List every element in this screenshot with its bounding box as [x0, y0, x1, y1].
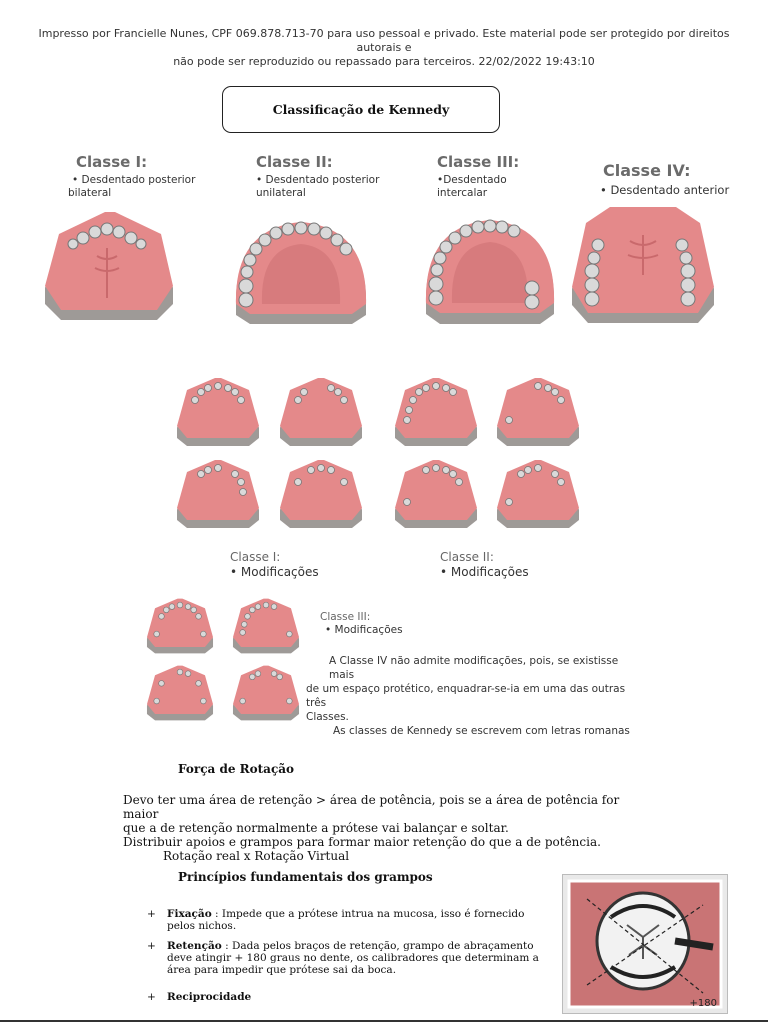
class1-header — [76, 153, 147, 171]
class2-mod-cast-1 — [393, 376, 479, 448]
class1-mod-cast-2 — [278, 376, 364, 448]
rotation-body — [123, 793, 643, 863]
class2-mod-cast-4 — [495, 458, 581, 530]
class3-mod-label — [320, 611, 403, 636]
title-box — [222, 86, 500, 133]
note-line1: A Classe IV não admite modificações, pois, se existisse mais — [329, 655, 619, 681]
class4-header — [603, 161, 691, 180]
class4-name: Classe IV: — [603, 161, 691, 180]
principle-fixacao — [147, 908, 547, 932]
principle-term: Fixação — [167, 908, 212, 920]
class3-header — [437, 153, 519, 171]
principles-heading: Princípios fundamentais dos grampos — [178, 870, 433, 884]
note-line2: de um espaço protético, enquadrar-se-ia em uma das outras três — [306, 683, 626, 709]
class3-mod-cast-4 — [231, 664, 301, 722]
class1-desc2: bilateral — [68, 187, 112, 199]
class3-mod-name: Classe III: — [320, 611, 371, 623]
class4-desc1: • Desdentado anterior — [600, 183, 730, 197]
principle-retencao — [147, 940, 547, 976]
principle-text-cont: deve atingir + 180 graus no dente, os calibradores que determinam a — [167, 952, 539, 964]
watermark-line1: Impresso por Francielle Nunes, CPF 069.878.713-70 para uso pessoal e privado. Este material pode ser protegido por direitos autorais e — [38, 27, 730, 54]
rotation-line2: que a de retenção normalmente a prótese vai balançar e soltar. — [123, 821, 509, 835]
page-title: Classificação de Kennedy — [272, 102, 450, 117]
photo-label: +180 — [689, 998, 717, 1009]
watermark — [20, 27, 748, 69]
class2-desc1: • Desdentado posterior — [256, 174, 380, 186]
class1-mod-cast-1 — [175, 376, 261, 448]
rotation-line1: Devo ter uma área de retenção > área de potência, pois se a área de potência for maior — [123, 793, 620, 821]
rotation-line3: Distribuir apoios e grampos para formar maior retenção do que a de potência. — [123, 835, 601, 849]
class1-mod-desc: • Modificações — [230, 565, 319, 579]
class2-header — [256, 153, 333, 171]
class3-desc1: •Desdentado — [437, 174, 507, 186]
class3-mod-cast-3 — [145, 664, 215, 722]
bullet-plus: + — [147, 940, 156, 952]
note-line3: Classes. — [306, 711, 349, 723]
class2-mod-label — [440, 549, 529, 579]
bullet-plus: + — [147, 991, 156, 1003]
principle-text-cont2: área para impedir que prótese sai da boca. — [167, 964, 397, 976]
class3-desc — [437, 174, 507, 200]
class1-mod-cast-3 — [175, 458, 261, 530]
class3-name: Classe III: — [437, 153, 520, 171]
class2-mod-cast-2 — [495, 376, 581, 448]
note-line4: As classes de Kennedy se escrevem com letras romanas — [333, 725, 630, 737]
bullet-plus: + — [147, 908, 156, 920]
class2-name: Classe II: — [256, 153, 333, 171]
clasp-photo — [562, 874, 728, 1014]
class3-mod-cast-2 — [231, 597, 301, 655]
class4-desc — [600, 184, 729, 197]
class3-desc2: intercalar — [437, 187, 488, 199]
class1-mod-label — [230, 549, 319, 579]
class2-mod-cast-3 — [393, 458, 479, 530]
class1-name: Classe I: — [76, 153, 148, 171]
principle-text-cont: pelos nichos. — [167, 920, 237, 932]
principle-reciprocidade — [147, 991, 547, 1003]
watermark-line2: não pode ser reproduzido ou repassado para terceiros. 22/02/2022 19:43:10 — [173, 55, 595, 68]
class2-desc — [256, 174, 379, 200]
class3-mod-desc: • Modificações — [325, 624, 403, 636]
class1-desc — [68, 174, 195, 200]
class1-mod-name: Classe I: — [230, 550, 281, 564]
principle-text: : Dada pelos braços de retenção, grampo de abraçamento — [221, 940, 534, 952]
rotation-line4: Rotação real x Rotação Virtual — [163, 849, 350, 863]
class2-desc2: unilateral — [256, 187, 306, 199]
clasp-tooth-illustration — [563, 875, 727, 1013]
class3-cast-illustration — [422, 218, 558, 326]
class2-mod-desc: • Modificações — [440, 565, 529, 579]
class2-mod-name: Classe II: — [440, 550, 494, 564]
principle-term: Reciprocidade — [167, 991, 252, 1003]
principle-term: Retenção — [167, 940, 222, 952]
class4-note — [306, 654, 646, 738]
class4-cast-illustration — [570, 205, 716, 327]
rotation-heading: Força de Rotação — [178, 762, 295, 776]
bottom-divider — [0, 1020, 768, 1022]
class2-cast-illustration — [232, 220, 370, 326]
class3-mod-cast-1 — [145, 597, 215, 655]
class1-cast-illustration — [45, 208, 175, 326]
class1-desc1: • Desdentado posterior — [72, 174, 196, 186]
principle-text: : Impede que a prótese intrua na mucosa, isso é fornecido — [211, 908, 525, 920]
class1-mod-cast-4 — [278, 458, 364, 530]
